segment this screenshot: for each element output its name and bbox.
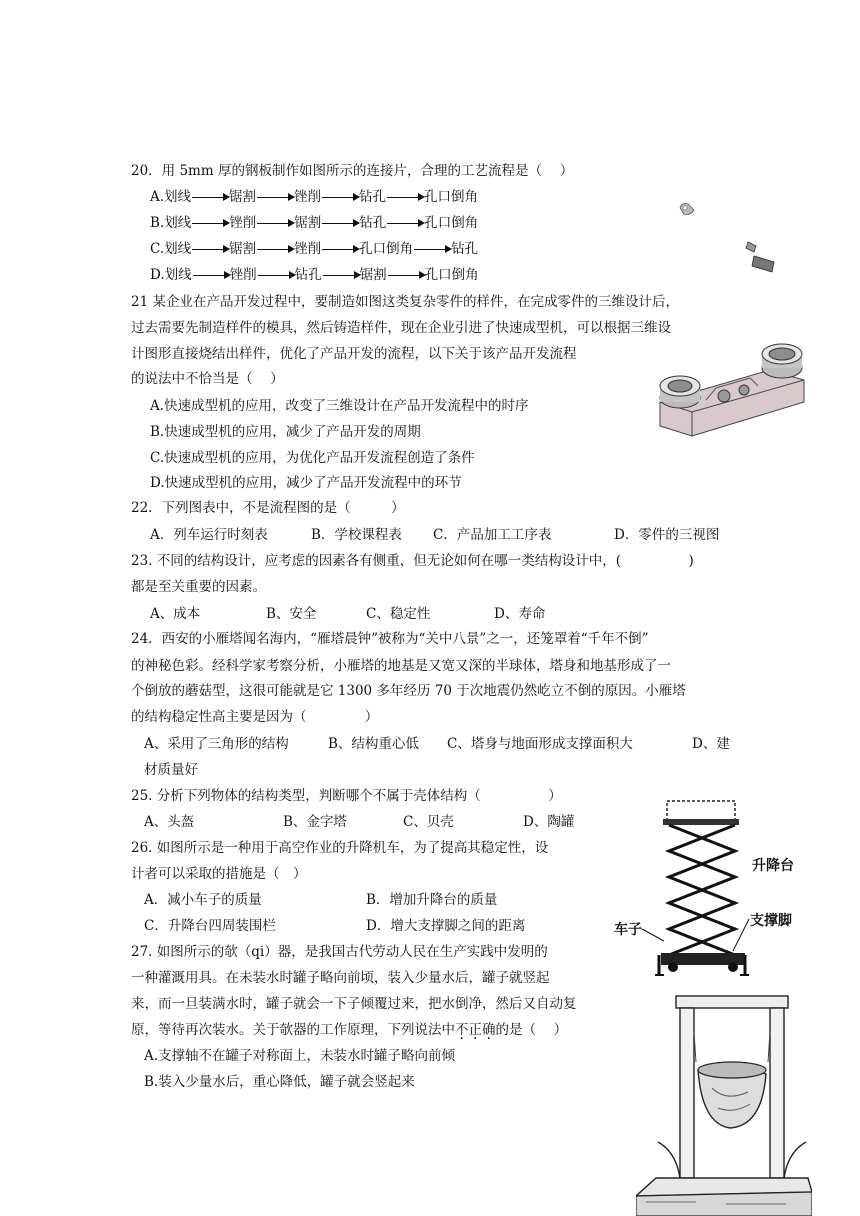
q27-option-a: A.支撑轴不在罐子对称面上，未装水时罐子略向前倾 — [144, 1048, 456, 1064]
q20-flow-step: 钻孔 — [451, 241, 479, 257]
q24-line-3: 个倒放的蘑菇型，这很可能就是它 1300 多年经历 70 于次地震仍然屹立不倒的原因。小雁塔 — [131, 683, 686, 699]
flow-arrow-icon — [193, 275, 229, 276]
q20-flow-step: 孔口倒角 — [424, 189, 479, 205]
q20-flow-step: 锯割 — [294, 215, 322, 231]
q23-option-c: C、稳定性 — [366, 606, 431, 622]
q21-line-2: 过去需要先制造样件的模具，然后铸造样件，现在企业引进了快速成型机，可以根据三维设 — [131, 320, 671, 336]
q20-flow-step: 锯割 — [359, 267, 387, 283]
q22-option-c: C．产品加工工序表 — [433, 527, 552, 543]
q21-option-c: C.快速成型机的应用，为优化产品开发流程创造了条件 — [150, 450, 475, 466]
q20-flow-step: 孔口倒角 — [359, 241, 414, 257]
flow-arrow-icon — [257, 223, 293, 224]
q27-qi-vessel-figure — [636, 992, 812, 1216]
q20-flow-step: 划线 — [164, 189, 192, 205]
q23-line-2: 都是至关重要的因素。 — [131, 579, 266, 595]
q27-line-2: 一种灌溉用具。在未装水时罐子略向前顷，装入少量水后，罐子就竖起 — [131, 970, 550, 986]
q25-option-a: A、头盔 — [144, 814, 195, 830]
q20-flow-step: 钻孔 — [359, 189, 387, 205]
q22-option-a: A．列车运行时刻表 — [150, 527, 268, 543]
lift-label-platform: 升降台 — [752, 858, 794, 874]
flow-arrow-icon — [192, 249, 228, 250]
q20-flow-step: 划线 — [164, 241, 192, 257]
q27-line-4-suffix: 的是（ ） — [495, 1022, 568, 1038]
q27-line-3: 来，而一旦装满水时，罐子就会一下子倾覆过来，把水倒净，然后又自动复 — [131, 996, 577, 1012]
q20-flow-step: 锯割 — [229, 189, 257, 205]
q20-connector-figure-2 — [744, 238, 780, 276]
q26-option-a: A．减小车子的质量 — [144, 892, 262, 908]
q20-flow-step: 钻孔 — [359, 215, 387, 231]
q21-line-1: 21 某企业在产品开发过程中，要制造如图这类复杂零件的样件，在完成零件的三维设计后， — [131, 294, 679, 310]
flow-arrow-icon — [387, 223, 423, 224]
q21-line-3: 计图形直接烧结出样件，优化了产品开发的流程，以下关于该产品开发流程 — [131, 346, 577, 362]
flow-arrow-icon — [322, 197, 358, 198]
q27-line-4 — [131, 1020, 567, 1040]
flow-arrow-icon — [387, 197, 423, 198]
q26-option-c: C．升降台四周装围栏 — [144, 918, 276, 934]
q20-connector-figure — [676, 198, 716, 220]
q20-flow-step: 锯割 — [229, 241, 257, 257]
q27-line-1: 27. 如图所示的欹（qi）器，是我国古代劳动人民在生产实践中发明的 — [131, 944, 548, 960]
flow-arrow-icon — [322, 223, 358, 224]
q20-option-c — [150, 239, 478, 259]
q20-option-label: D. — [150, 267, 165, 283]
lift-label-car: 车子 — [614, 922, 642, 938]
lift-label-support: 支撑脚 — [750, 913, 792, 929]
q27-line-4-prefix: 原，等待再次装水。关于欹器的工作原理，下列说法中 — [131, 1022, 455, 1038]
q20-flow-step: 锉削 — [294, 241, 322, 257]
q20-option-d — [150, 265, 479, 285]
q27-emphasis-char-2: 正 — [468, 1022, 482, 1038]
q24-line-4: 的结构稳定性高主要是因为（ ） — [131, 709, 379, 725]
q26-line-2: 计者可以采取的措施是（ ） — [131, 866, 307, 882]
q23-option-a: A、成本 — [150, 606, 201, 622]
q23-line-1: 23. 不同的结构设计，应考虑的因素各有侧重，但无论如何在哪一类结构设计中，( ) — [131, 553, 694, 569]
q24-option-d: D、建 — [692, 736, 730, 752]
q20-flow-step: 锉削 — [229, 267, 257, 283]
flow-arrow-icon — [388, 275, 424, 276]
flow-arrow-icon — [192, 223, 228, 224]
q20-flow-step: 锉削 — [294, 189, 322, 205]
q25-option-b: B、金字塔 — [283, 814, 347, 830]
q20-flow-step: 钻孔 — [294, 267, 322, 283]
lift-car-pointer — [640, 925, 668, 945]
q24-option-b: B、结构重心低 — [328, 736, 419, 752]
flow-arrow-icon — [414, 249, 450, 250]
q26-line-1: 26. 如图所示是一种用于高空作业的升降机车，为了提高其稳定性，设 — [131, 840, 549, 856]
flow-arrow-icon — [257, 197, 293, 198]
q21-line-4: 的说法中不恰当是（ ） — [131, 371, 284, 387]
q20-option-a — [150, 187, 478, 207]
q22-stem: 22．下列图表中，不是流程图的是（ ） — [131, 500, 405, 516]
q20-stem: 20．用 5mm 厚的钢板制作如图所示的连接片，合理的工艺流程是（ ） — [131, 163, 574, 179]
q27-emphasis-char-3: 确 — [482, 1022, 496, 1038]
q24-line-1: 24．西安的小雁塔闻名海内，“雁塔晨钟”被称为“关中八景”之一，还笼罩着“千年不倒” — [131, 631, 649, 647]
q25-option-c: C、贝壳 — [403, 814, 454, 830]
flow-arrow-icon — [258, 275, 294, 276]
flow-arrow-icon — [257, 249, 293, 250]
q22-option-d: D．零件的三视图 — [614, 527, 720, 543]
q21-option-b: B.快速成型机的应用，减少了产品开发的周期 — [150, 424, 421, 440]
q24-option-c: C、塔身与地面形成支撑面积大 — [447, 736, 633, 752]
flow-arrow-icon — [323, 275, 359, 276]
q20-option-label: C. — [150, 241, 165, 257]
q20-option-label: A. — [150, 189, 165, 205]
q20-option-label: B. — [150, 215, 165, 231]
q21-option-a: A.快速成型机的应用，改变了三维设计在产品开发流程中的时序 — [150, 398, 529, 414]
q20-flow-step: 划线 — [164, 215, 192, 231]
q21-option-d: D.快速成型机的应用，减少了产品开发流程中的环节 — [150, 475, 462, 491]
q24-option-d-wrap: 材质量好 — [144, 762, 198, 778]
q26-option-b: B．增加升降台的质量 — [366, 892, 498, 908]
q27-emphasis-char-1: 不 — [455, 1022, 469, 1038]
flow-arrow-icon — [192, 197, 228, 198]
q24-option-a: A、采用了三角形的结构 — [144, 736, 289, 752]
q23-option-d: D、寿命 — [494, 606, 546, 622]
q23-option-b: B、安全 — [266, 606, 317, 622]
q20-flow-step: 孔口倒角 — [424, 267, 479, 283]
q25-stem: 25. 分析下列物体的结构类型，判断哪个不属于壳体结构（ ） — [131, 788, 562, 804]
q20-flow-step: 孔口倒角 — [424, 215, 479, 231]
q25-option-d: D、陶罐 — [523, 814, 575, 830]
q26-option-d: D．增大支撑脚之间的距离 — [366, 918, 526, 934]
q20-option-b — [150, 213, 478, 233]
lift-support-pointer — [727, 915, 753, 955]
q22-option-b: B．学校课程表 — [311, 527, 402, 543]
q20-flow-step: 划线 — [164, 267, 192, 283]
q24-line-2: 的神秘色彩。经科学家考察分析，小雁塔的地基是又宽又深的半球体，塔身和地基形成了一 — [131, 658, 671, 674]
q21-part-figure — [650, 336, 810, 446]
flow-arrow-icon — [322, 249, 358, 250]
q27-option-b: B.装入少量水后，重心降低，罐子就会竖起来 — [144, 1074, 415, 1090]
q20-flow-step: 锉削 — [229, 215, 257, 231]
